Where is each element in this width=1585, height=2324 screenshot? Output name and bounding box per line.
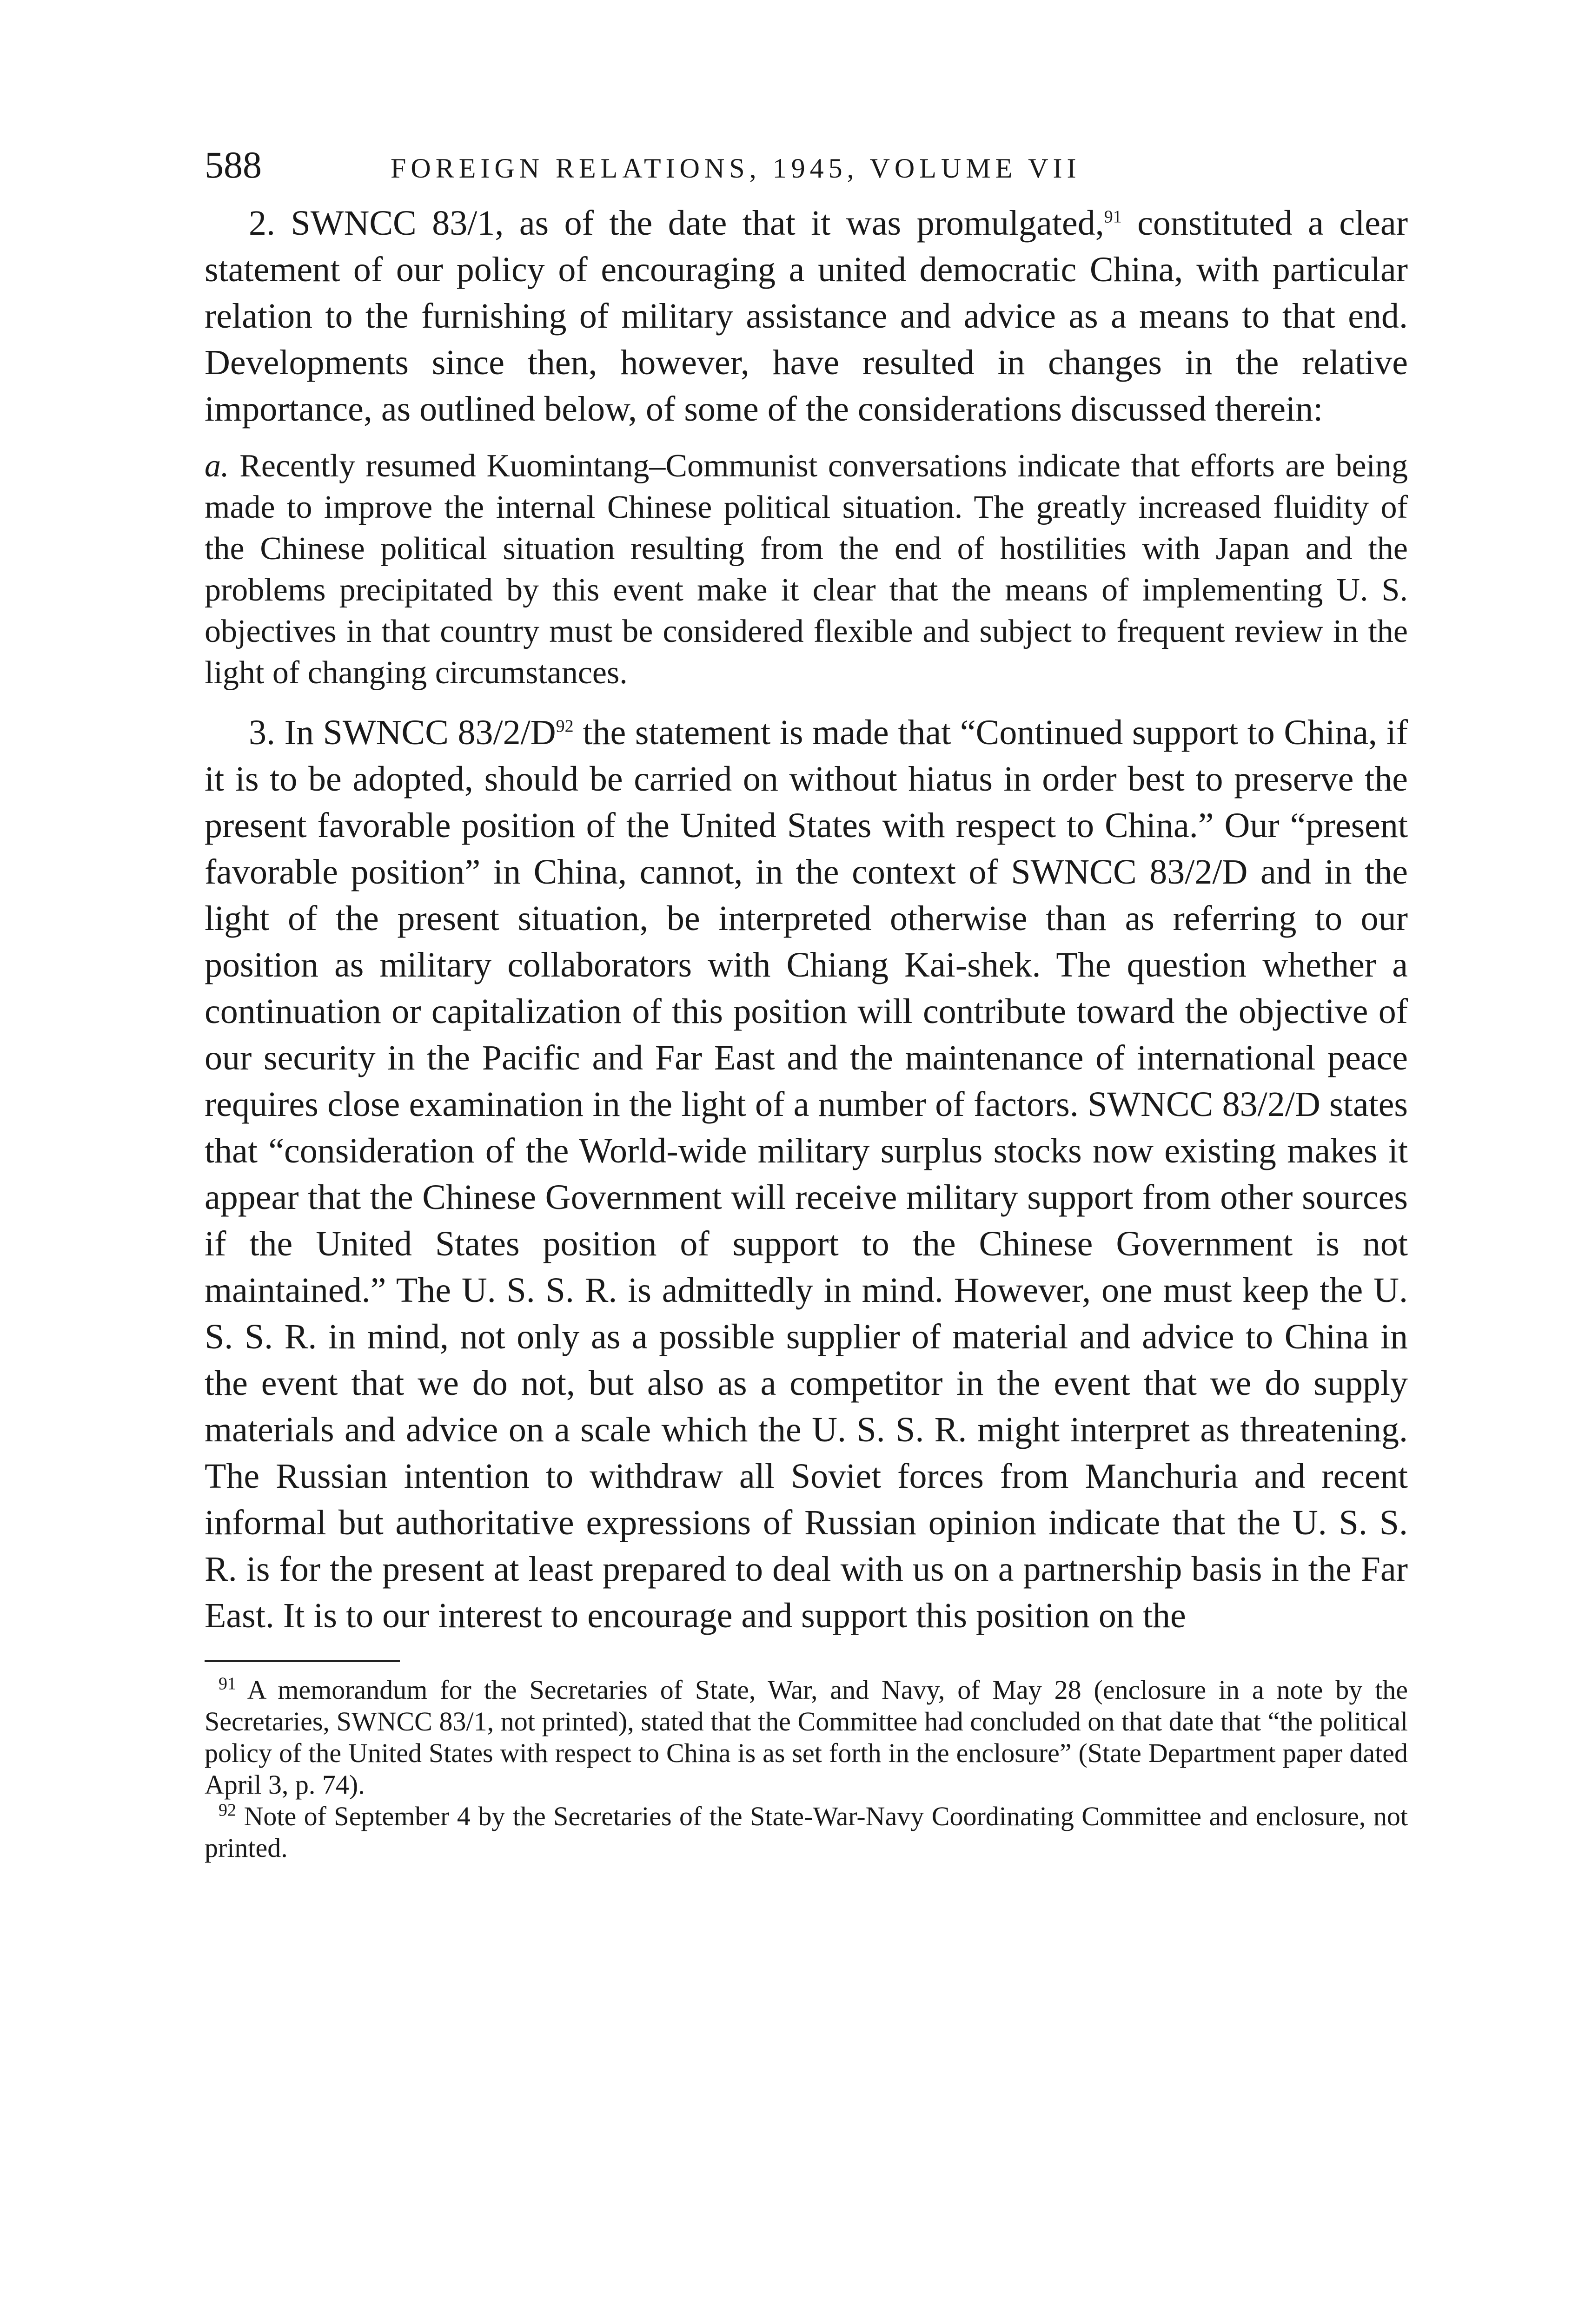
subparagraph-label: a. xyxy=(205,448,229,484)
footnote-reference[interactable]: 91 xyxy=(1104,207,1122,227)
paragraph-number: 2. xyxy=(249,204,275,243)
paragraph-text: Recently resumed Kuomintang–Communist conversations indicate that efforts are being made to improve the internal Chinese political situation. The greatly increased fluidity of the Chinese political situation resulting from the end of hostilities with Japan and the problems precipitated by this event make it clear that the means of implementing U. S. objectives in that country must be considered flexible and subject to frequent review in the light of changing circumstances. xyxy=(205,448,1408,691)
footnote-reference[interactable]: 92 xyxy=(556,716,574,736)
footnote-divider xyxy=(205,1660,400,1662)
paragraph-2 xyxy=(205,200,1408,432)
paragraph-number: 3. xyxy=(249,713,275,752)
paragraph-text: the statement is made that “Continued support to China, if it is to be adopted, should be carried on without hiatus in order best to preserve the present favorable position of the United States with respect to China.” Our “present favorable position” in China, cannot, in the context of SWNCC 83/2/D and in the light of the present situation, be interpreted otherwise than as referring to our position as military collaborators with Chiang Kai-shek. The question whether a continuation or capitalization of this position will contribute toward the objective of our security in the Pacific and Far East and the maintenance of international peace requires close examination in the light of a number of factors. SWNCC 83/2/D states that “consideration of the World-wide military surplus stocks now existing makes it appear that the Chinese Government will receive military support from other sources if the United States position of support to the Chinese Government is not maintained.” The U. S. S. R. is admittedly in mind. However, one must keep the U. S. S. R. in mind, not only as a possible supplier of material and advice to China in the event that we do not, but also as a competitor in the event that we do supply materials and advice on a scale which the U. S. S. R. might interpret as threatening. The Russian intention to withdraw all Soviet forces from Manchuria and recent informal but authoritative expressions of Russian opinion indicate that the U. S. S. R. is for the present at least prepared to deal with us on a partnership basis in the Far East. It is to our interest to encourage and support this position on the xyxy=(205,713,1408,1635)
paragraph-3 xyxy=(205,709,1408,1639)
footnote-mark: 92 xyxy=(219,1800,236,1820)
running-header xyxy=(205,139,1408,191)
document-page xyxy=(205,139,1408,1864)
footnote-91 xyxy=(205,1674,1408,1801)
footnote-text: Note of September 4 by the Secretaries of the State-War-Navy Coordinating Committee and enclosure, not printed. xyxy=(205,1801,1408,1863)
running-title: FOREIGN RELATIONS, 1945, VOLUME VII xyxy=(391,153,1081,184)
paragraph-text: constituted a clear statement of our policy of encouraging a united democratic China, with particular relation to the furnishing of military assistance and advice as a means to that end. Developments since then, however, have resulted in changes in the relative importance, as outlined below, of some of the considerations discussed therein: xyxy=(205,204,1408,429)
footnote-92 xyxy=(205,1801,1408,1864)
paragraph-text: SWNCC 83/1, as of the date that it was promulgated, xyxy=(291,204,1104,243)
footnote-mark: 91 xyxy=(219,1674,236,1694)
footnote-text: A memorandum for the Secretaries of State, War, and Navy, of May 28 (enclosure in a note by the Secretaries, SWNCC 83/1, not printed), stated that the Committee had concluded on that date that “the political policy of the United States with respect to China is as set forth in the enclosure” (State Department paper dated April 3, p. 74). xyxy=(205,1675,1408,1800)
paragraph-text: In SWNCC 83/2/D xyxy=(284,713,556,752)
paragraph-2a xyxy=(205,445,1408,693)
page-number: 588 xyxy=(205,144,262,186)
